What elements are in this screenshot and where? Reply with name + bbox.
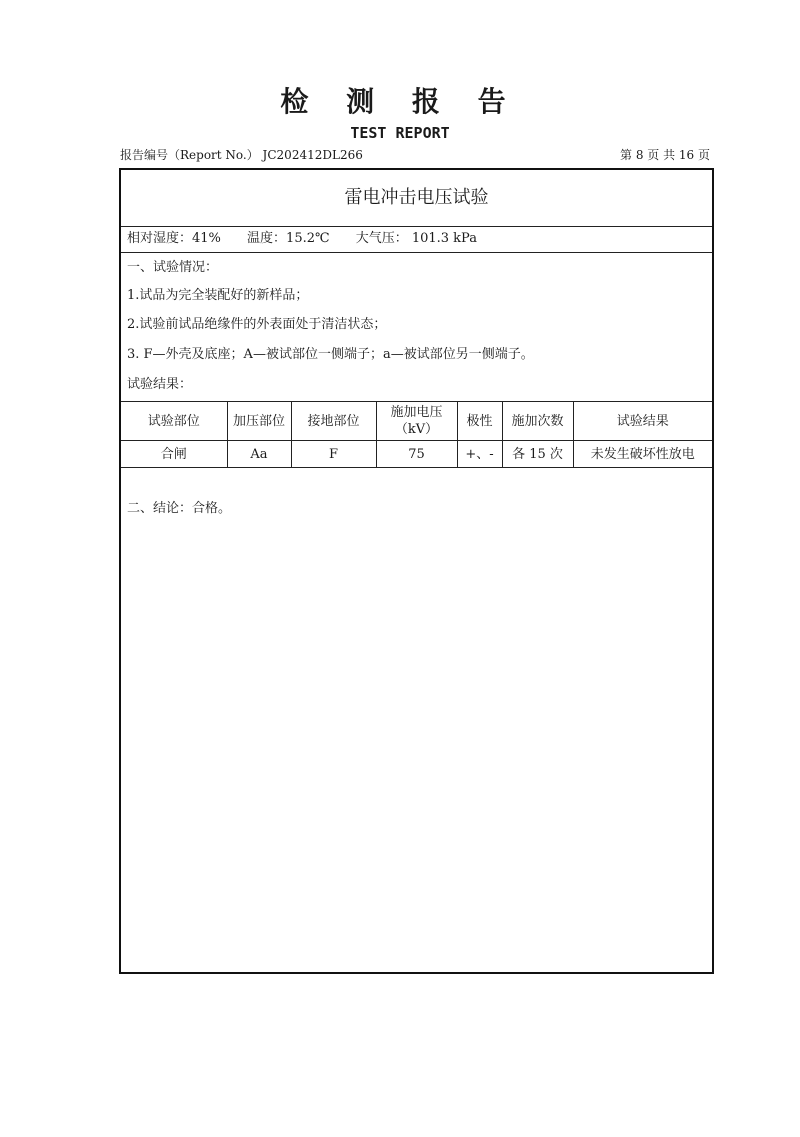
- results-label: 试验结果：: [127, 377, 193, 392]
- table-row: [121, 441, 712, 468]
- pressure: 大气压： 101.3 kPa: [355, 231, 477, 246]
- environment-conditions: [121, 226, 712, 253]
- report-frame: [119, 168, 714, 974]
- humidity: 相对湿度：41%: [127, 231, 221, 246]
- table-cell: +、-: [457, 441, 502, 468]
- temperature: 温度：15.2℃: [247, 231, 330, 246]
- report-title-cn: 检 测 报 告: [280, 85, 520, 118]
- column-header: 加压部位: [227, 402, 291, 441]
- column-header: 试验部位: [121, 402, 227, 441]
- table-cell: 75: [376, 441, 457, 468]
- table-cell: F: [291, 441, 376, 468]
- table-cell: 各 15 次: [502, 441, 573, 468]
- situation-heading: 一、试验情况：: [127, 260, 219, 275]
- column-header: 施加次数: [502, 402, 573, 441]
- situation-item-3: 3. F—外壳及底座；A—被试部位一侧端子；a—被试部位另一侧端子。: [127, 347, 534, 362]
- table-cell: 合闸: [121, 441, 227, 468]
- column-header: 施加电压（kV）: [376, 402, 457, 441]
- report-title-en: TEST REPORT: [350, 124, 450, 142]
- section-title: 雷电冲击电压试验: [121, 170, 712, 227]
- conclusion: 二、结论：合格。: [127, 501, 232, 516]
- column-header: 极性: [457, 402, 502, 441]
- column-header: 接地部位: [291, 402, 376, 441]
- table-cell: Aa: [227, 441, 291, 468]
- page-info: 第 8 页 共 16 页: [620, 148, 710, 162]
- table-header-row: [121, 402, 712, 441]
- results-table: [121, 401, 712, 468]
- report-number: 报告编号（Report No.） JC202412DL266: [120, 148, 363, 162]
- table-cell: 未发生破坏性放电: [573, 441, 712, 468]
- situation-item-2: 2.试验前试品绝缘件的外表面处于清洁状态；: [127, 317, 387, 332]
- situation-item-1: 1.试品为完全装配好的新样品；: [127, 288, 309, 303]
- column-header: 试验结果: [573, 402, 712, 441]
